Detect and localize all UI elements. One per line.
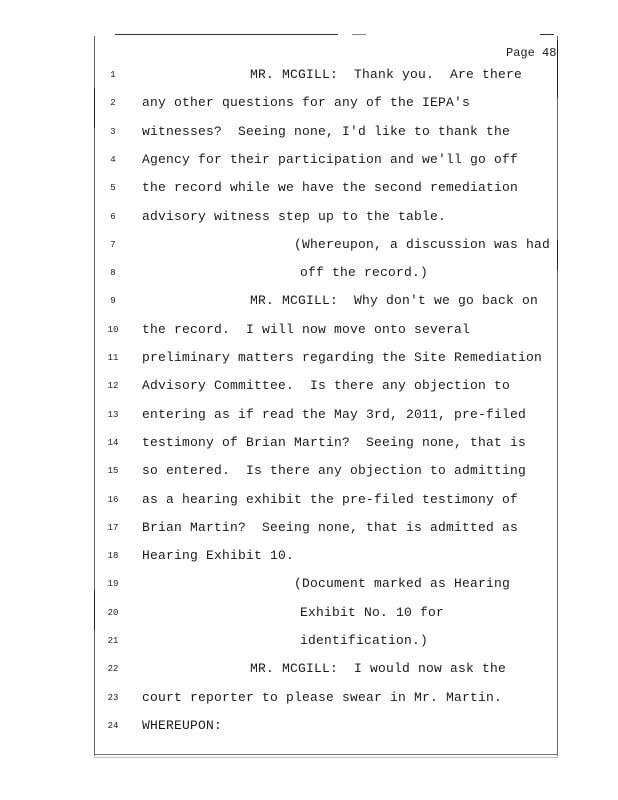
transcript-line: so entered. Is there any objection to admitting [142, 463, 527, 479]
line-number: 10 [107, 324, 119, 335]
transcript-line: identification.) [300, 633, 429, 648]
right-margin-mark [557, 240, 558, 270]
transcript-line: any other questions for any of the IEPA's [142, 95, 471, 111]
transcript-line: court reporter to please swear in Mr. Martin. [142, 689, 503, 705]
line-number: 23 [107, 692, 119, 703]
line-number: 19 [107, 579, 119, 590]
transcript-line: MR. MCGILL: I would now ask the [250, 661, 507, 677]
line-number: 7 [110, 239, 116, 250]
line-number: 14 [107, 437, 119, 448]
transcript-line: entering as if read the May 3rd, 2011, pre-filed [142, 406, 527, 422]
bottom-rule-shadow [94, 757, 558, 758]
transcript-line: as a hearing exhibit the pre-filed testimony of [142, 491, 519, 507]
transcript-line: Hearing Exhibit 10. [142, 548, 295, 564]
right-margin-mark [557, 40, 558, 98]
line-number: 4 [110, 154, 116, 165]
transcript-line: Agency for their participation and we'll go off [142, 151, 519, 167]
line-number: 6 [110, 211, 116, 222]
line-number: 17 [107, 522, 119, 533]
transcript-line: the record while we have the second remediation [142, 180, 519, 196]
transcript-line: (Document marked as Hearing [294, 576, 511, 592]
transcript-line: testimony of Brian Martin? Seeing none, that is [142, 434, 527, 450]
right-margin-rule [557, 36, 558, 756]
line-number: 1 [110, 70, 116, 80]
transcript-line: MR. MCGILL: Why don't we go back on [250, 293, 539, 309]
transcript-line: Brian Martin? Seeing none, that is admitted as [142, 519, 519, 535]
transcript-line: off the record.) [300, 265, 429, 281]
left-margin-rule [94, 36, 95, 756]
top-rule-right [540, 34, 554, 35]
transcript-line: Exhibit No. 10 for [300, 604, 445, 620]
line-number: 5 [110, 183, 116, 194]
top-rule-fragment [352, 34, 366, 35]
page-number: Page 48 [506, 46, 557, 60]
line-number: 3 [110, 126, 116, 137]
transcript-line: witnesses? Seeing none, I'd like to thank the [142, 123, 511, 139]
line-number: 22 [107, 664, 119, 675]
line-number: 2 [110, 98, 116, 109]
line-number: 15 [107, 466, 119, 477]
transcript-line: WHEREUPON: [142, 717, 223, 733]
line-number: 9 [110, 296, 116, 307]
line-number: 12 [107, 381, 119, 392]
transcript-line: (Whereupon, a discussion was had [294, 236, 551, 252]
line-number: 13 [107, 409, 119, 420]
line-number: 8 [110, 268, 116, 279]
transcript-line: advisory witness step up to the table. [142, 208, 447, 224]
line-number: 24 [107, 720, 119, 731]
transcript-line: Advisory Committee. Is there any objection to [142, 378, 511, 394]
line-number: 21 [107, 636, 119, 646]
line-number: 20 [107, 607, 119, 618]
left-margin-mark [94, 590, 95, 630]
line-number: 18 [107, 551, 119, 562]
line-number: 16 [107, 494, 119, 505]
transcript-line: MR. MCGILL: Thank you. Are there [250, 67, 523, 82]
bottom-rule [94, 754, 558, 755]
left-margin-mark [94, 88, 95, 128]
transcript-line: preliminary matters regarding the Site Remediation [142, 350, 543, 365]
line-number: 11 [107, 353, 119, 363]
top-rule [115, 34, 338, 35]
transcript-line: the record. I will now move onto several [142, 321, 471, 337]
